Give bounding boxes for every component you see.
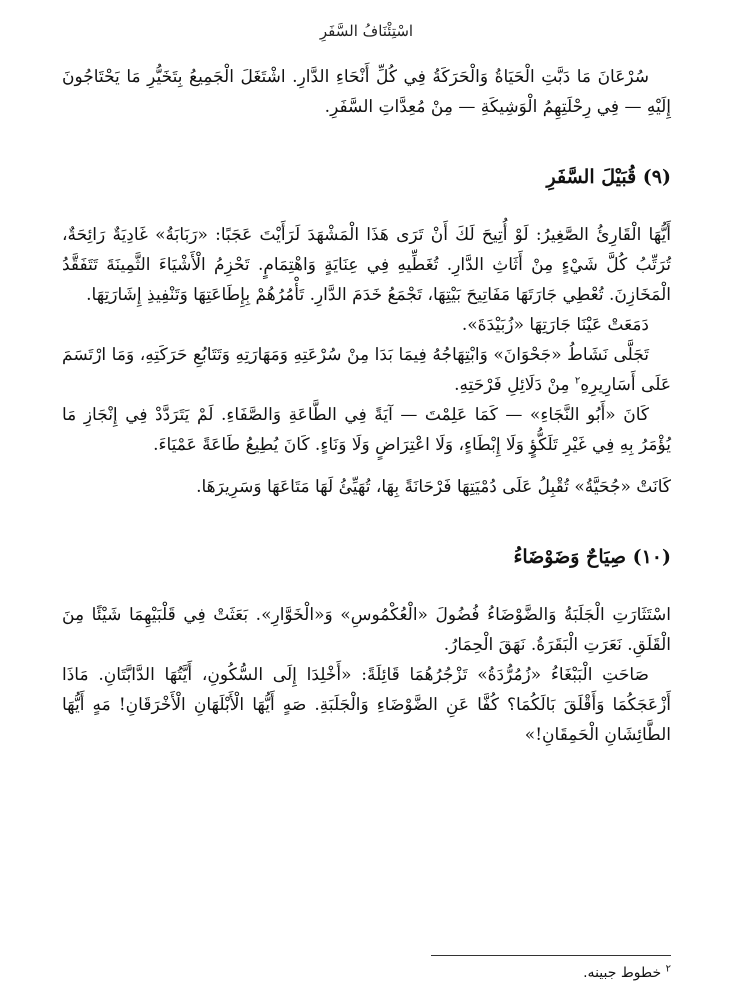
paragraph: كَانَتْ «جُحَيَّةُ» تُقْبِلُ عَلَى دُمْيَتِهَا فَرْحَانَةً بِهَا، تُهَيِّئُ لَهَا مَتَاعَهَا وَسَرِيرَهَا. <box>196 477 671 497</box>
section-heading-9: (٩) قُبَيْلَ السَّفَرِ <box>546 166 671 188</box>
spacer <box>62 192 671 220</box>
footnote <box>583 963 671 983</box>
running-header: اسْتِئْنَافُ السَّفَرِ <box>319 22 414 40</box>
spacer <box>62 122 671 162</box>
footnote-text: خطوط جبينه. <box>583 965 666 981</box>
footnote-reference[interactable]: ٢ <box>574 375 581 387</box>
spacer <box>62 502 671 542</box>
paragraph: سُرْعَانَ مَا دَبَّتِ الْحَيَاةُ وَالْحَرَكَةُ فِي كُلِّ أَنْحَاءِ الدَّارِ. اشْتَغَلَ الْجَمِيعُ بِتَخَيُّرِ مَا يَحْتَاجُونَ إِلَيْهِ — فِي رِحْلَتِهِمُ الْوَشِيكَةِ — مِنْ مُعِدَّاتِ السَّفَرِ. <box>62 67 671 117</box>
footnote-marker: ٢ <box>665 963 671 975</box>
paragraph: دَمَعَتْ عَيْنَا جَارَتِهَا «زُبَيْدَةَ». <box>461 315 649 335</box>
paragraph <box>62 340 671 400</box>
section-heading-10: (١٠) صِيَاحٌ وَضَوْضَاءُ <box>513 546 671 568</box>
paragraph: أَيُّهَا الْقَارِئُ الصَّغِيرُ: لَوْ أُتِيحَ لَكَ أَنْ تَرَى هَذَا الْمَشْهَدَ لَرَأَيْتَ عَجَبًا: «رَبَابَةُ» غَادِيَةٌ رَائِحَةٌ، تُرَتِّبُ كُلَّ شَيْءٍ مِنْ أَثَاثِ الدَّارِ. تُغَطِّيهِ فِي عِنَايَةٍ وَاهْتِمَامٍ. تَحْزِمُ الْأَشْيَاءَ الثَّمِينَةَ تَتَفَقَّدُ الْمَخَازِنَ. تُعْطِي جَارَتَهَا مَفَاتِيحَ بَيْتِهَا، تَجْمَعُ خَدَمَ الدَّارِ. تَأْمُرُهُمْ بِإِطَاعَتِهَا وَتَنْفِيذِ إِشَارَتِهَا. <box>62 225 671 305</box>
spacer <box>62 460 671 472</box>
paragraph-text: تَجَلَّى نَشَاطُ «جَحْوَانَ» وَابْتِهَاجُهُ فِيمَا بَدَا مِنْ سُرْعَتِهِ وَمَهَارَتِهِ وَتَتَابُعِ حَرَكَتِهِ، وَمَا ارْتَسَمَ عَلَى أَسَارِيرِهِ <box>62 345 671 395</box>
paragraph-text: مِنْ دَلَائِلِ فَرْحَتِهِ. <box>454 375 575 395</box>
paragraph: اسْتَثَارَتِ الْجَلَبَةُ وَالضَّوْضَاءُ فُضُولَ «الْعُكْمُوسِ» وَ«الْخَوَّارِ». بَعَثَتْ فِي قَلْبَيْهِمَا شَيْئًا مِنَ الْقَلَقِ. نَعَرَتِ الْبَقَرَةُ. نَهَقَ الْحِمَارُ. <box>62 605 671 655</box>
paragraph: صَاحَتِ الْبَبْغَاءُ «زُمُرُّدَةُ» تَزْجُرُهُمَا قَائِلَةً: «أَخْلِدَا إِلَى السُّكُونِ، أَيَّتُهَا الدَّابَّتَانِ. مَاذَا أَزْعَجَكُمَا وَأَقْلَقَ بَالَكُمَا؟ كُفَّا عَنِ الضَّوْضَاءِ وَالْجَلَبَةِ. صَهٍ أَيُّهَا الْأَبْلَهَانِ الْأَخْرَقَانِ! مَهٍ أَيُّهَا الطَّائِشَانِ الْحَمِقَانِ!» <box>62 665 671 745</box>
spacer <box>62 572 671 600</box>
footnote-divider <box>431 955 671 956</box>
body-text <box>62 62 671 750</box>
paragraph: كَانَ «أَبُو النَّجَاءِ» — كَمَا عَلِمْتَ — آيَةً فِي الطَّاعَةِ وَالصَّفَاءِ. لَمْ يَتَرَدَّدْ فِي إِنْجَازِ مَا يُؤْمَرُ بِهِ فِي غَيْرِ تَلَكُّؤٍ وَلَا إِبْطَاءٍ، وَلَا اعْتِرَاضٍ وَلَا وَنَاءٍ. كَانَ يُطِيعُ طَاعَةً عَمْيَاءَ. <box>62 405 671 455</box>
